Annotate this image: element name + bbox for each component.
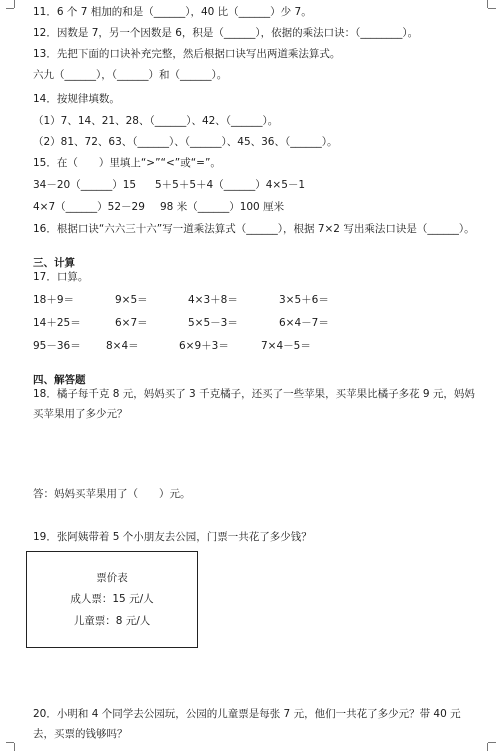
compare-item: 5＋5＋5＋4（______）4×5－1 [155, 179, 306, 191]
crop-mark [6, 0, 14, 9]
section-heading-3: 三、计算 [33, 257, 75, 269]
calc-item: 9×5＝ [115, 294, 148, 306]
calc-item: 3×5＋6＝ [279, 294, 329, 306]
question-15: 15．在（ ）里填上“>”“<”或“=”。 [33, 157, 221, 169]
calc-item: 95－36＝ [33, 340, 81, 352]
calc-item: 7×4－5＝ [261, 340, 311, 352]
question-13-row: 六九（______），（______）和（______）。 [33, 69, 228, 81]
calc-item: 8×4＝ [106, 340, 139, 352]
compare-item: 34－20（______）15 [33, 179, 137, 191]
compare-item: 98 米（______）100 厘米 [160, 201, 285, 213]
price-table-title: 票价表 [96, 572, 128, 584]
crop-mark [487, 0, 488, 8]
crop-mark [487, 743, 488, 751]
question-11: 11．6 个 7 相加的和是（______），40 比（______）少 7。 [33, 6, 312, 18]
crop-mark [488, 742, 496, 751]
price-table [26, 551, 198, 648]
crop-mark [488, 0, 496, 9]
compare-item: 4×7（______）52－29 [33, 201, 145, 213]
question-18-answer: 答：妈妈买苹果用了（ ）元。 [33, 488, 191, 500]
calc-item: 6×9＋3＝ [179, 340, 229, 352]
question-14-2: （2）81、72、63、（______）、（______）、45、36、（______）。 [33, 136, 338, 148]
question-18: 18．橘子每千克 8 元，妈妈买了 3 千克橘子，还买了一些苹果，买苹果比橘子多花 9 元，妈妈买苹果用了多少元？ [33, 388, 475, 420]
question-20: 20．小明和 4 个同学去公园玩，公园的儿童票是每张 7 元，他们一共花了多少元？带 40 元去，买票的钱够吗？ [33, 708, 461, 740]
question-19: 19．张阿姨带着 5 个小朋友去公园，门票一共花了多少钱？ [33, 531, 312, 543]
calc-item: 6×4－7＝ [279, 317, 329, 329]
question-16: 16．根据口诀“六六三十六”写一道乘法算式（______），根据 7×2 写出乘法口诀是（______）。 [33, 223, 475, 235]
crop-mark [6, 742, 14, 751]
price-table-child: 儿童票：8 元/人 [73, 615, 151, 627]
question-14-1: （1）7、14、21、28、（______）、42、（______）。 [33, 115, 279, 127]
crop-mark [14, 743, 15, 751]
question-14: 14．按规律填数。 [33, 93, 120, 105]
calc-item: 6×7＝ [115, 317, 148, 329]
calc-item: 5×5－3＝ [188, 317, 238, 329]
price-table-adult: 成人票：15 元/人 [70, 593, 154, 605]
question-17: 17．口算。 [33, 271, 89, 283]
calc-item: 18＋9＝ [33, 294, 75, 306]
crop-mark [14, 0, 15, 8]
calc-item: 4×3＋8＝ [188, 294, 238, 306]
calc-item: 14＋25＝ [33, 317, 81, 329]
question-12: 12．因数是 7，另一个因数是 6，积是（______），依据的乘法口诀：（________）。 [33, 27, 419, 39]
section-heading-4: 四、解答题 [33, 374, 86, 386]
question-13: 13．先把下面的口诀补充完整，然后根据口诀写出两道乘法算式。 [33, 48, 341, 60]
